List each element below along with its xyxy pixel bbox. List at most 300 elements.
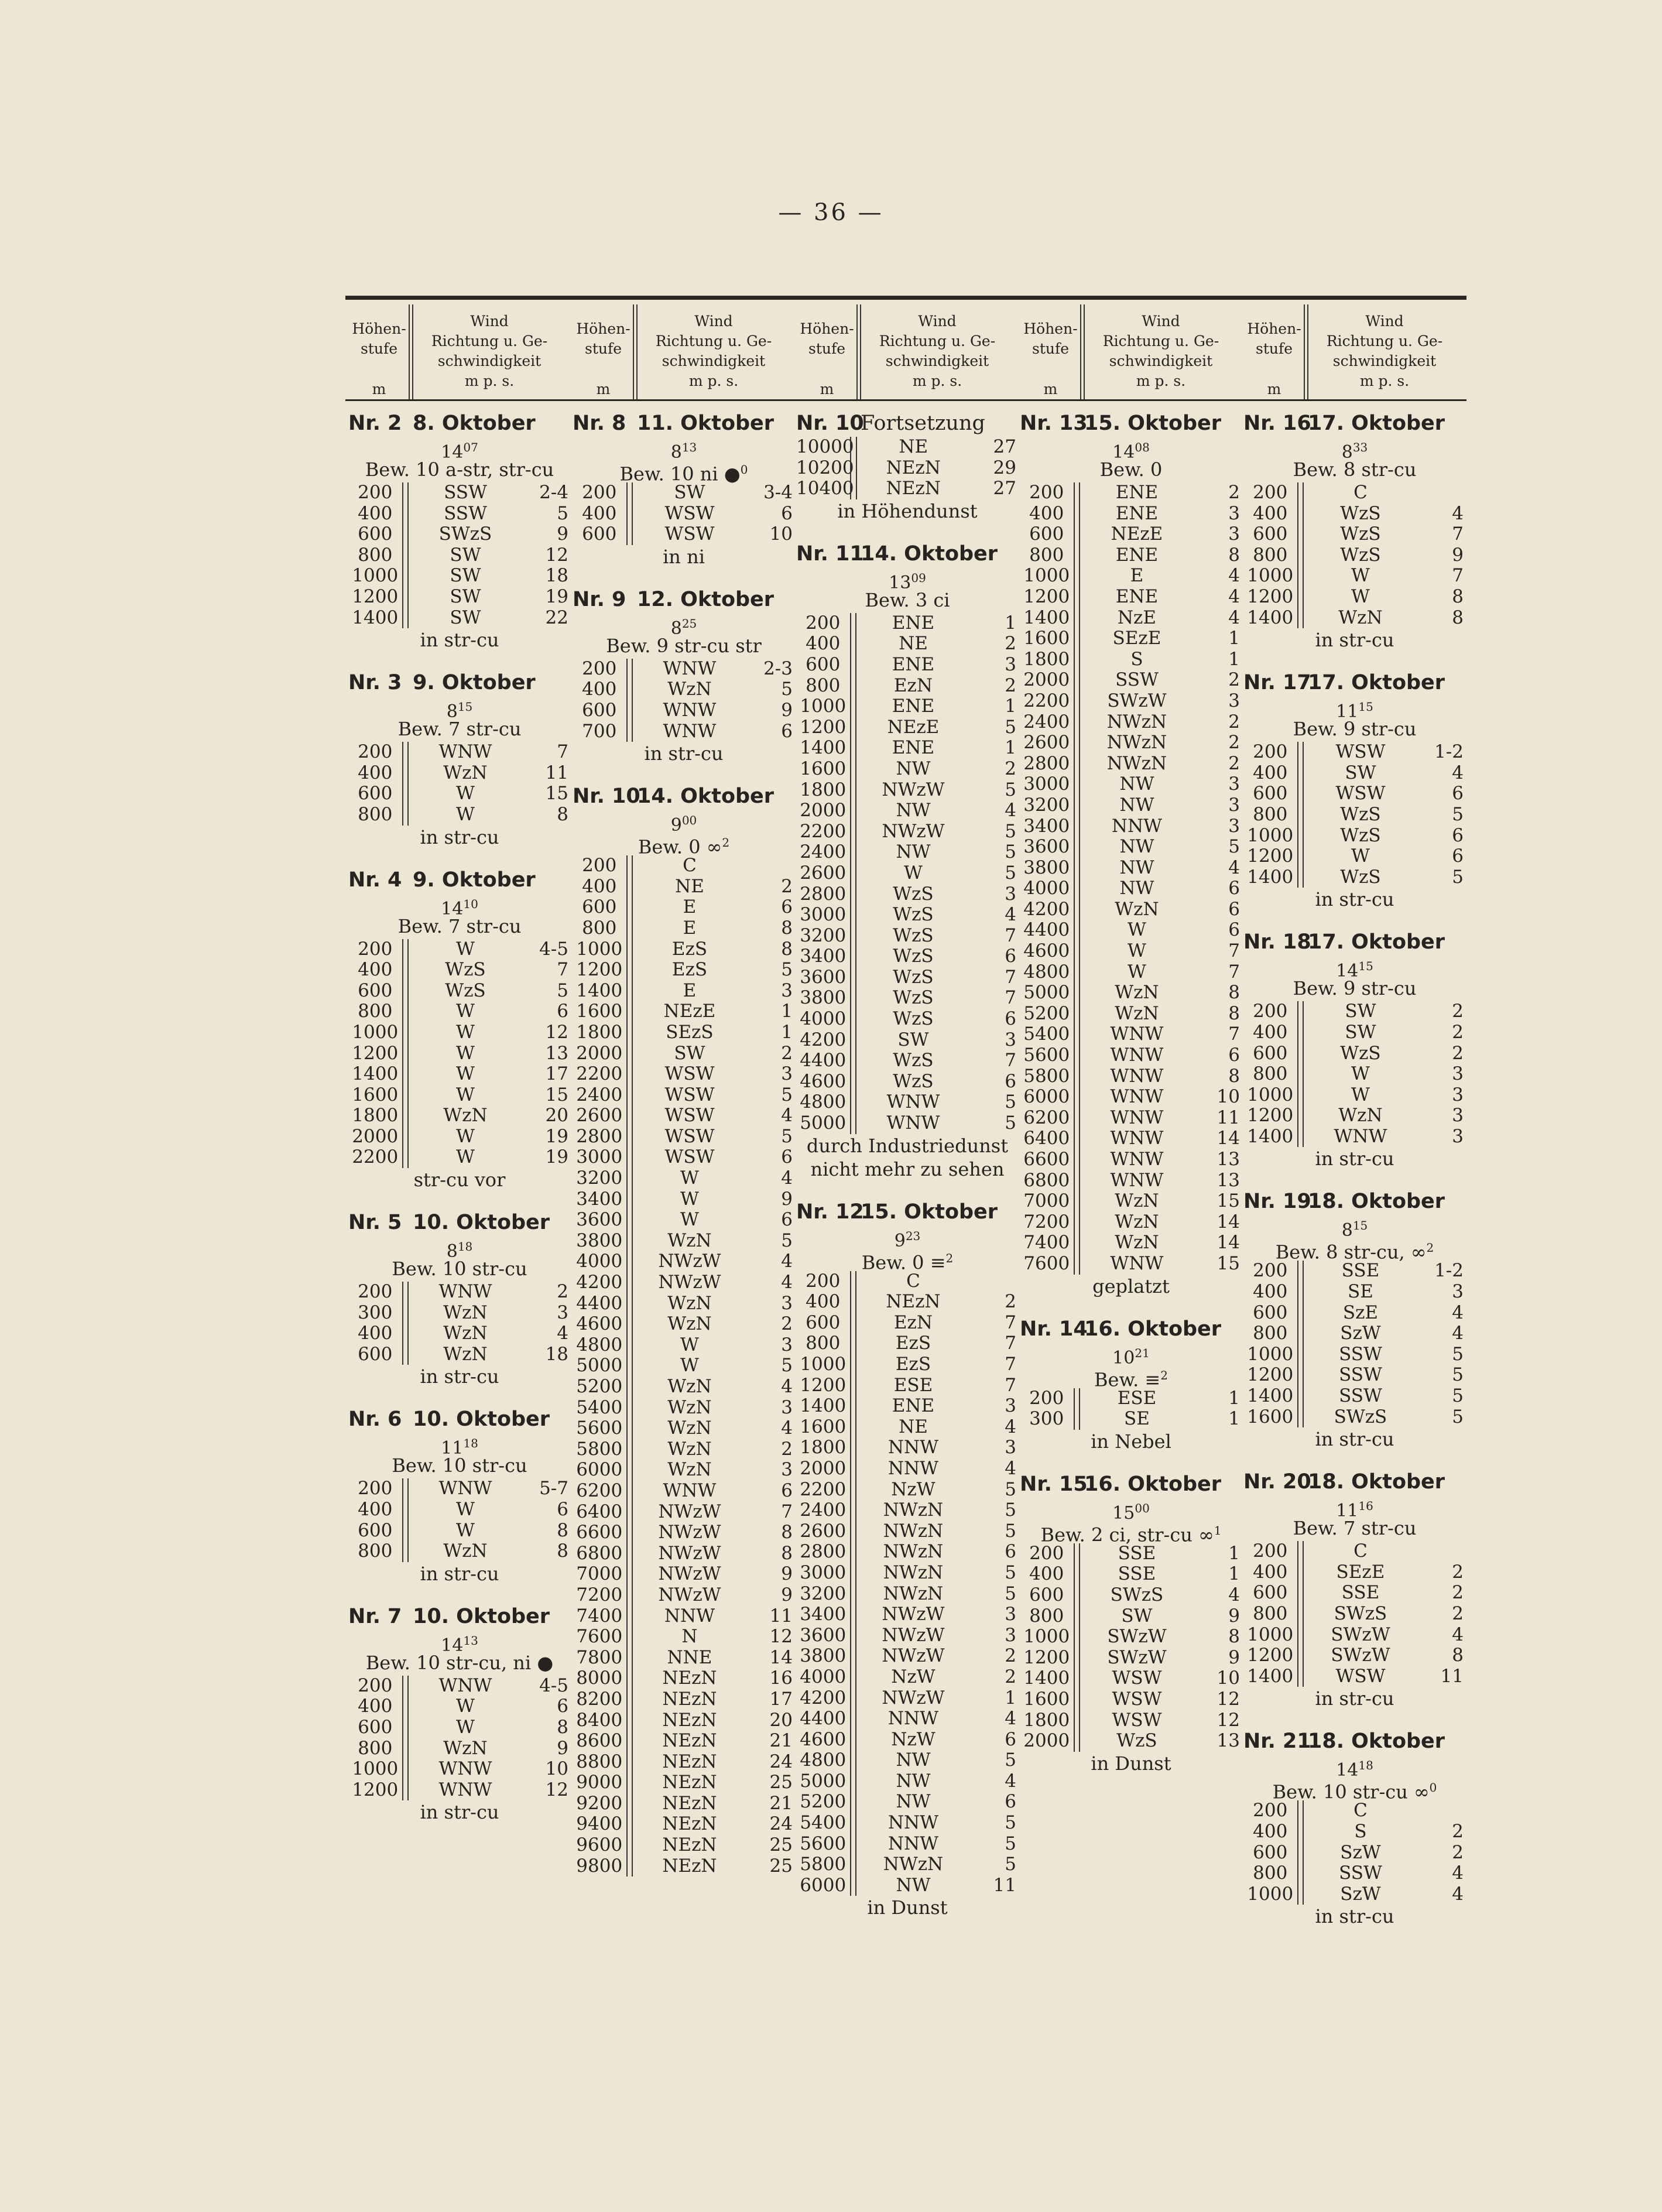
time-minutes: 00 <box>681 813 697 828</box>
direction-cell: SW <box>450 585 481 607</box>
altitude-cell: 2600 <box>800 1520 847 1542</box>
table-row <box>796 1271 1019 1292</box>
table-row <box>796 1417 1019 1438</box>
direction-cell: E <box>683 917 697 939</box>
table-row <box>348 783 571 804</box>
altitude-cell: 4800 <box>800 1749 847 1771</box>
double-rule <box>402 524 409 545</box>
double-rule <box>1297 826 1304 847</box>
altitude-cell: 4400 <box>800 1708 847 1730</box>
altitude-cell: 3600 <box>576 1209 623 1231</box>
double-rule <box>1074 1606 1081 1627</box>
direction-cell: NEzN <box>886 478 941 499</box>
altitude-cell: 5600 <box>1023 1045 1070 1066</box>
speed-cell: 21 <box>769 1730 793 1752</box>
direction-cell: WNW <box>1110 1086 1164 1108</box>
direction-cell: NW <box>1119 773 1154 795</box>
double-rule <box>1074 1149 1081 1170</box>
altitude-cell: 600 <box>1253 523 1288 545</box>
speed-cell: 2 <box>1452 1820 1464 1842</box>
ascent-number: Nr. 11 <box>796 542 864 566</box>
ascent-entry <box>348 669 571 848</box>
ascent-time: $14^{07}$ <box>441 440 478 463</box>
altitude-cell: 1000 <box>1247 824 1294 846</box>
speed-cell: 24 <box>769 1751 793 1772</box>
ascent-heading <box>1020 1316 1242 1343</box>
altitude-cell: 3400 <box>800 946 847 967</box>
direction-cell: NWzN <box>883 1520 944 1542</box>
altitude-cell: 2200 <box>800 1478 847 1500</box>
table-row <box>796 1333 1019 1354</box>
ascent-heading <box>1243 1188 1466 1215</box>
direction-cell: NWzW <box>882 1624 945 1646</box>
table-row <box>573 876 795 898</box>
speed-cell: 19 <box>545 585 568 607</box>
table-row <box>1243 545 1466 566</box>
table-row <box>1020 1066 1242 1087</box>
double-rule <box>1074 1731 1081 1752</box>
speed-cell: 6 <box>557 1001 568 1022</box>
unit-mps: m p. s. <box>464 372 515 389</box>
double-rule <box>626 1543 633 1564</box>
altitude-cell: 800 <box>358 1001 393 1022</box>
table-row <box>796 988 1019 1009</box>
direction-cell: SW <box>674 1042 705 1064</box>
altitude-cell: 1200 <box>1247 1364 1294 1386</box>
ascent-entry <box>573 783 795 1877</box>
ascent-time: $10^{21}$ <box>1112 1345 1150 1368</box>
table-row <box>573 1022 795 1043</box>
ascent-number: Nr. 17 <box>1243 671 1311 695</box>
table-row <box>1243 1064 1466 1085</box>
altitude-cell: 200 <box>1253 741 1288 763</box>
double-rule <box>1297 763 1304 784</box>
double-rule <box>1297 1022 1304 1043</box>
direction-cell: NWzW <box>658 1501 721 1522</box>
altitude-cell: 600 <box>358 783 393 804</box>
speed-cell: 3 <box>1228 794 1240 816</box>
double-rule <box>1074 1689 1081 1710</box>
speed-cell: 25 <box>769 1855 793 1877</box>
speed-cell: 6 <box>1228 878 1240 899</box>
ascent-remark: geplatzt <box>1092 1275 1170 1297</box>
double-rule <box>850 1667 857 1688</box>
table-row <box>573 504 795 525</box>
direction-cell: WzN <box>1338 1105 1383 1126</box>
double-rule <box>1074 1108 1081 1129</box>
hoehenstufe-label: stufe <box>584 340 622 357</box>
altitude-cell: 2800 <box>800 883 847 905</box>
ascent-time: $11^{16}$ <box>1336 1499 1373 1522</box>
double-rule <box>850 1313 857 1334</box>
direction-cell: WSW <box>664 1125 715 1147</box>
speed-cell: 3 <box>1228 523 1240 545</box>
direction-cell: NEzE <box>887 716 940 738</box>
double-rule <box>1074 732 1081 754</box>
direction-cell: W <box>1128 961 1146 982</box>
direction-cell: SW <box>1345 1001 1376 1022</box>
direction-cell: ESE <box>893 1374 933 1396</box>
direction-cell: C <box>683 855 697 876</box>
double-rule <box>1297 1323 1304 1344</box>
speed-cell: 1 <box>1228 1563 1240 1585</box>
altitude-cell: 7600 <box>1023 1252 1070 1274</box>
altitude-cell: 400 <box>1253 502 1288 524</box>
direction-cell: C <box>1353 1800 1368 1821</box>
speed-cell: 2 <box>1005 633 1016 655</box>
unit-mps: m p. s. <box>1136 372 1186 389</box>
speed-cell: 5 <box>781 1230 793 1251</box>
altitude-cell: 3600 <box>800 1624 847 1646</box>
data-column <box>796 410 1019 1937</box>
altitude-cell: 3400 <box>800 1604 847 1625</box>
altitude-cell: 800 <box>1253 1323 1288 1344</box>
direction-cell: SW <box>450 544 481 566</box>
table-row <box>1243 1043 1466 1064</box>
altitude-cell: 600 <box>1253 1042 1288 1064</box>
double-rule <box>626 659 633 680</box>
table-row <box>796 1646 1019 1667</box>
speed-cell: 6 <box>781 1480 793 1501</box>
table-row <box>796 437 1019 458</box>
table-row <box>1020 920 1242 941</box>
ascent-date: 14. Oktober <box>861 542 998 566</box>
altitude-cell: 3800 <box>800 1645 847 1667</box>
altitude-cell: 1600 <box>1023 628 1070 649</box>
speed-cell: 7 <box>1005 987 1016 1009</box>
altitude-cell: 1800 <box>1023 648 1070 670</box>
double-rule <box>1074 691 1081 712</box>
direction-cell: NEzE <box>663 1001 716 1022</box>
double-rule <box>626 1376 633 1398</box>
ascent-heading <box>1243 669 1466 696</box>
altitude-cell: 400 <box>358 762 393 783</box>
altitude-cell: 1200 <box>352 585 399 607</box>
table-row <box>348 1696 571 1717</box>
double-rule <box>402 587 409 608</box>
table-row <box>573 1418 795 1439</box>
wind-rows <box>1243 482 1466 628</box>
double-rule <box>626 1835 633 1856</box>
ascent-number: Nr. 15 <box>1020 1472 1088 1496</box>
altitude-cell: 600 <box>1253 783 1288 804</box>
speed-cell: 2 <box>1005 758 1016 779</box>
direction-cell: NEzN <box>886 1291 941 1313</box>
hoehenstufe-header <box>1020 319 1081 399</box>
double-rule <box>850 1417 857 1438</box>
table-row <box>1243 1821 1466 1843</box>
table-row <box>348 1738 571 1759</box>
altitude-cell: 400 <box>1029 502 1064 524</box>
altitude-cell: 600 <box>1029 523 1064 545</box>
double-rule <box>1297 1105 1304 1126</box>
ascent-time: $14^{13}$ <box>441 1633 478 1656</box>
double-rule <box>850 437 857 458</box>
double-rule <box>626 1689 633 1710</box>
unit-m: m <box>820 381 834 398</box>
ascent-number: Nr. 5 <box>348 1211 402 1235</box>
direction-cell: SzE <box>1342 1302 1379 1323</box>
table-row <box>796 1030 1019 1051</box>
table-row <box>573 1001 795 1022</box>
altitude-cell: 1400 <box>800 737 847 759</box>
direction-cell: WzS <box>893 1008 934 1030</box>
table-row <box>348 1676 571 1697</box>
wind-rows <box>348 1282 571 1365</box>
table-row <box>1020 1543 1242 1564</box>
altitude-cell: 1400 <box>352 607 399 628</box>
altitude-cell: 800 <box>1029 544 1064 566</box>
speed-cell: 9 <box>781 1563 793 1585</box>
ascent-time: $15^{00}$ <box>1112 1501 1150 1523</box>
speed-cell: 19 <box>545 1125 568 1147</box>
table-row <box>573 1793 795 1814</box>
double-rule <box>1074 920 1081 941</box>
speed-cell: 20 <box>769 1709 793 1731</box>
ascent-number: Nr. 13 <box>1020 412 1088 435</box>
double-rule <box>1297 1625 1304 1646</box>
speed-cell: 3 <box>781 1292 793 1314</box>
speed-cell: 4 <box>781 1417 793 1439</box>
direction-cell: WzN <box>667 1417 712 1439</box>
table-row <box>1020 941 1242 962</box>
table-row <box>796 1292 1019 1313</box>
altitude-cell: 2000 <box>576 1042 623 1064</box>
direction-cell: SW <box>450 607 481 628</box>
table-row <box>1243 1666 1466 1687</box>
table-row <box>796 1708 1019 1730</box>
altitude-cell: 4600 <box>1023 940 1070 962</box>
cloud-cover-sup: 1 <box>1214 1523 1222 1538</box>
table-row <box>573 721 795 742</box>
table-row <box>1243 1843 1466 1864</box>
table-row <box>348 587 571 608</box>
direction-cell: WzN <box>1115 982 1159 1004</box>
direction-cell: NNW <box>664 1605 715 1627</box>
table-row <box>796 1480 1019 1501</box>
speed-cell: 6 <box>1228 919 1240 941</box>
table-row <box>348 1499 571 1521</box>
double-rule <box>1297 1863 1304 1884</box>
double-rule <box>850 1480 857 1501</box>
table-row <box>1243 1407 1466 1428</box>
ascent-time: $11^{18}$ <box>441 1436 478 1459</box>
table-row <box>1243 1541 1466 1562</box>
speed-cell: 14 <box>1216 1128 1240 1149</box>
ascent-remark: in str-cu <box>420 1365 499 1388</box>
table-row <box>1020 837 1242 858</box>
speed-cell: 12 <box>1216 1688 1240 1710</box>
table-row <box>1243 742 1466 763</box>
altitude-cell: 3800 <box>800 987 847 1009</box>
table-row <box>1020 587 1242 608</box>
cloud-cover: Bew. 10 str-cu ∞$^0$ <box>1272 1780 1437 1804</box>
table-row <box>573 1585 795 1606</box>
speed-cell: 2 <box>1452 1561 1464 1583</box>
table-row <box>348 482 571 504</box>
altitude-cell: 2600 <box>1023 732 1070 754</box>
table-row <box>573 1543 795 1564</box>
double-rule <box>850 1030 857 1051</box>
wind-header <box>1309 311 1460 391</box>
double-rule <box>850 1834 857 1855</box>
ascent-heading <box>1020 1471 1242 1498</box>
double-rule <box>1297 846 1304 867</box>
ascent-date: 9. Oktober <box>413 868 536 892</box>
altitude-cell: 3400 <box>1023 815 1070 837</box>
direction-cell: NWzW <box>658 1563 721 1585</box>
altitude-cell: 3800 <box>576 1230 623 1251</box>
double-rule <box>1074 1066 1081 1087</box>
table-row <box>573 1272 795 1293</box>
double-rule <box>850 1854 857 1875</box>
altitude-cell: 600 <box>358 523 393 545</box>
direction-cell: WzN <box>667 679 712 700</box>
speed-cell: 4 <box>557 1323 568 1344</box>
direction-cell: SWzS <box>1110 1584 1164 1605</box>
speed-cell: 4 <box>1452 1302 1464 1323</box>
direction-cell: NWzW <box>658 1522 721 1543</box>
double-rule <box>1074 899 1081 920</box>
direction-cell: ENE <box>1115 544 1159 566</box>
ascent-heading <box>348 1209 571 1236</box>
altitude-cell: 1200 <box>352 1042 399 1064</box>
direction-cell: WzN <box>667 1313 712 1335</box>
double-rule <box>1074 649 1081 670</box>
altitude-cell: 1400 <box>1023 1667 1070 1689</box>
direction-cell: E <box>1130 565 1144 587</box>
speed-cell: 9 <box>781 1188 793 1210</box>
table-row <box>1020 1108 1242 1129</box>
direction-cell: WNW <box>438 1758 492 1780</box>
speed-cell: 15 <box>1216 1252 1240 1274</box>
speed-cell: 8 <box>781 938 793 960</box>
direction-cell: NEzN <box>886 457 941 478</box>
double-rule <box>626 960 633 981</box>
altitude-cell: 4000 <box>800 1666 847 1687</box>
direction-cell: NE <box>899 436 928 457</box>
table-row <box>1020 858 1242 879</box>
double-rule <box>1074 545 1081 566</box>
table-row <box>573 855 795 876</box>
ascent-heading <box>573 586 795 613</box>
ascent-date: 18. Oktober <box>1308 1190 1445 1214</box>
table-row <box>796 821 1019 843</box>
table-row <box>1020 628 1242 649</box>
speed-cell: 3 <box>1452 1105 1464 1126</box>
hoehenstufe-label: Höhen- <box>352 320 406 337</box>
speed-cell: 5 <box>1005 1499 1016 1521</box>
altitude-cell: 6400 <box>576 1501 623 1522</box>
direction-cell: WzN <box>443 1302 488 1323</box>
double-rule <box>1297 867 1304 888</box>
ascent-entry <box>1243 1468 1466 1710</box>
speed-cell: 13 <box>545 1042 568 1064</box>
speed-cell: 4 <box>1452 1624 1464 1645</box>
altitude-cell: 2400 <box>800 841 847 863</box>
table-row <box>1020 1564 1242 1585</box>
direction-cell: NzW <box>891 1666 935 1687</box>
direction-cell: SE <box>1348 1281 1373 1303</box>
altitude-cell: 1200 <box>1247 845 1294 867</box>
altitude-cell: 1000 <box>1247 1084 1294 1105</box>
table-row <box>1020 545 1242 566</box>
altitude-cell: 1000 <box>1247 565 1294 587</box>
direction-cell: WzN <box>1338 607 1383 628</box>
speed-cell: 3 <box>1228 502 1240 524</box>
altitude-cell: 4000 <box>800 1008 847 1030</box>
table-row <box>1020 1689 1242 1710</box>
ascent-remark: in str-cu <box>1315 1148 1394 1170</box>
table-row <box>573 1105 795 1126</box>
speed-cell: 5 <box>1452 1343 1464 1365</box>
direction-cell: SE <box>1124 1408 1150 1430</box>
direction-cell: WzS <box>893 924 934 946</box>
wind-label: Wind <box>918 313 957 330</box>
double-rule <box>1297 1043 1304 1064</box>
direction-cell: SSW <box>1339 1364 1382 1386</box>
direction-cell: SSW <box>1115 669 1159 691</box>
double-rule <box>850 884 857 905</box>
wind-rows <box>348 1676 571 1801</box>
direction-cell: WzS <box>1340 1042 1381 1064</box>
ascent-date: 17. Oktober <box>1308 412 1445 435</box>
table-row <box>796 1542 1019 1563</box>
direction-cell: W <box>456 1125 475 1147</box>
speed-cell: 10 <box>1216 1667 1240 1689</box>
cloud-cover: Bew. 10 str-cu, ni ● <box>365 1651 554 1674</box>
altitude-cell: 6200 <box>1023 1107 1070 1128</box>
altitude-cell: 5800 <box>800 1854 847 1875</box>
double-rule <box>626 1564 633 1585</box>
double-rule <box>850 1563 857 1584</box>
speed-cell: 2 <box>1452 1021 1464 1043</box>
double-rule <box>402 1303 409 1324</box>
double-rule <box>626 876 633 898</box>
time-minutes: 25 <box>681 616 697 631</box>
ascent-remark: in str-cu <box>420 1562 499 1585</box>
double-rule <box>626 482 633 504</box>
direction-cell: W <box>456 783 475 804</box>
double-rule <box>1074 1710 1081 1731</box>
altitude-cell: 7800 <box>576 1646 623 1668</box>
speed-cell: 8 <box>1228 1626 1240 1648</box>
double-rule <box>850 800 857 821</box>
table-row <box>1020 608 1242 629</box>
direction-cell: NWzW <box>882 1604 945 1625</box>
table-row <box>573 1293 795 1314</box>
table-row <box>1020 649 1242 670</box>
double-rule <box>626 897 633 918</box>
speed-cell: 9 <box>1228 1605 1240 1627</box>
double-rule <box>402 1147 409 1168</box>
wind-rows <box>796 437 1019 499</box>
altitude-cell: 6600 <box>1023 1149 1070 1170</box>
double-rule <box>1297 1365 1304 1386</box>
wind-label: Wind <box>470 313 509 330</box>
double-rule <box>850 1771 857 1792</box>
altitude-cell: 600 <box>1253 1841 1288 1863</box>
direction-cell: WzS <box>893 883 934 905</box>
altitude-cell: 1200 <box>576 959 623 981</box>
speed-cell: 12 <box>545 1021 568 1043</box>
ascent-time: $9^{00}$ <box>670 813 697 836</box>
hoehenstufe-header <box>348 319 410 399</box>
direction-cell: WSW <box>1112 1667 1162 1689</box>
table-row <box>1243 763 1466 784</box>
direction-cell: W <box>456 1001 475 1022</box>
altitude-cell: 1200 <box>800 1374 847 1396</box>
